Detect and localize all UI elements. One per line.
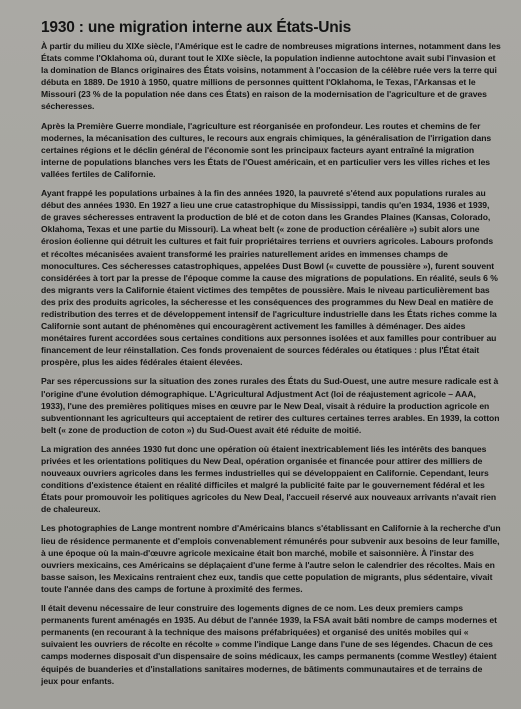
paragraph-3: Ayant frappé les populations urbaines à la fin des années 1920, la pauvreté s'étend aux populations rurales au début des années 1930. En 1927 a lieu une crue catastrophique du Mississippi, tandis qu'en 1934, 1936 et 1939, de graves sécheresses entravent la production de blé et de coton dans les Grandes Plaines (Kansas, Colorado, Oklahoma, Texas et une partie du Missouri). La wheat belt (« zone de production céréalière ») subit alors une érosion éolienne qui détruit les cultures et fait fuir propriétaires terriens et ouvriers agricoles. Labours profonds et récoltes mécanisées avaient transformé les prairies naturellement arides en immenses champs de monocultures. Ces sécheresses catastrophiques, appelées Dust Bowl (« cuvette de poussière »), furent souvent considérées à tort par la presse de l'époque comme la cause des migrations de populations. En réalité, seuls 6 % des migrants vers la Californie étaient victimes des tempêtes de poussière. Mais le niveau particulièrement bas des prix des produits agricoles, la sécheresse et les conséquences des programmes du New Deal en matière de redistribution des terres et de développement intensif de l'agriculture industrielle dans les États riches comme la Californie sont autant de phénomènes qui encouragèrent activement les familles à déménager. Des aides monétaires furent accordées sous certaines conditions aux personnes isolées et aux familles pour contribuer au financement de leur réinstallation. Ces fonds provenaient de sources fédérales ou étatiques : plus l'État était prospère, plus les aides fédérales étaient élevées. xyxy=(41,188,498,368)
paragraph-1: À partir du milieu du XIXe siècle, l'Amérique est le cadre de nombreuses migrations internes, notamment dans les États comme l'Oklahoma où, durant tout le XIXe siècle, la population indienne autochtone avait subi l'invasion et la domination de Blancs originaires des États voisins, notamment à l'occasion de la célèbre ruée vers la terre qui débuta en 1889. De 1910 à 1950, quatre millions de personnes quittent l'Oklahoma, le Texas, l'Arkansas et le Missouri (23 % de la population née dans ces États) en raison de la modernisation de l'agriculture et de graves sécheresses. xyxy=(41,41,501,112)
paragraph-5: La migration des années 1930 fut donc une opération où étaient inextricablement liés les intérêts des banques privées et les orientations politiques du New Deal, opération organisée et financée pour attirer des milliers de nouveaux ouvriers agricoles dans les fermes industrielles qui se développaient en Californie. Cependant, leurs conditions d'existence étaient en réalité difficiles et malgré la publicité faite par le gouvernement fédéral et les États pour promouvoir les politiques agricoles du New Deal, l'accueil réservé aux nouveaux arrivants n'avait rien de chaleureux. xyxy=(41,443,497,515)
paragraph-6: Les photographies de Lange montrent nombre d'Américains blancs s'établissant en Californie à la recherche d'un lieu de résidence permanente et d'emplois convenablement rémunérés pour subvenir aux besoins de leur famille, à une époque où la main-d'œuvre agricole mexicaine était bon marché, mobile et saisonnière. À l'instar des ouvriers mexicains, ces Américains se déplaçaient d'une ferme à l'autre selon le calendrier des récoltes. Mais en basse saison, les Mexicains rentraient chez eux, tandis que cette population de migrants, plus sédentaire, vivait toute l'année dans des camps de fortune à proximité des fermes. xyxy=(41,523,501,594)
paragraph-2: Après la Première Guerre mondiale, l'agriculture est réorganisée en profondeur. Les routes et chemins de fer modernes, la mécanisation des cultures, le recours aux engrais chimiques, la généralisation de l'irrigation dans certaines régions et le déclin général de l'économie sont les principaux facteurs ayant entraîné la migration interne de populations blanches vers les États de l'Ouest américain, et en particulier vers les villes riches et les vallées fertiles de Californie. xyxy=(41,120,492,179)
page-title: 1930 : une migration interne aux États-Unis xyxy=(41,19,352,36)
paragraph-4: Par ses répercussions sur la situation des zones rurales des États du Sud-Ouest, une autre mesure radicale est à l'origine d'une évolution démographique. L'Agricultural Adjustment Act (loi de réajustement agricole – AAA, 1933), l'une des premières politiques mises en œuvre par le New Deal, visait à réduire la production agricole en subventionnant les agriculteurs qui acceptaient de retirer des cultures certaines terres arables. En 1939, la cotton belt (« zone de production de coton ») du Sud-Ouest avait été réduite de moitié. xyxy=(41,376,500,435)
text-block xyxy=(41,18,501,694)
paragraph-7: Il était devenu nécessaire de leur construire des logements dignes de ce nom. Les deux premiers camps permanents furent aménagés en 1935. Au début de l'année 1939, la FSA avait bâti nombre de camps modernes et permanents (en recourant à la technique des maisons préfabriquées) et organisé des unités mobiles qui « suivaient les ouvriers de récolte en récolte » comme l'indique Lange dans l'une de ses légendes. Chacun de ces camps modernes disposait d'un dispensaire de soins médicaux, les camps permanents (comme Westley) étaient équipés de buanderies et d'installations sanitaires modernes, de bâtiments communautaires et de terrains de jeux pour enfants. xyxy=(41,603,497,686)
